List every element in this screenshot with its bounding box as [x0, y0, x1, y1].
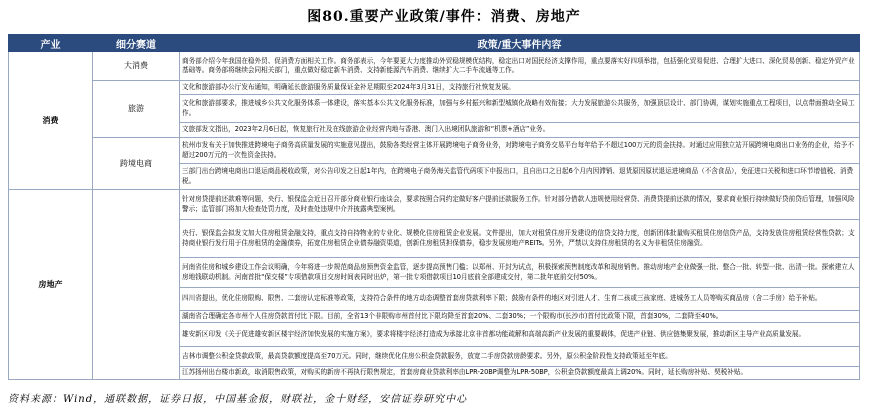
- sector-bulk-consumption: 大消费: [93, 52, 180, 81]
- sector-cross-border-ecommerce: 跨境电商: [93, 138, 180, 190]
- event-text: 雄安新区印发《关于促进雄安新区楼宇经济加快发展的实施方案》，要求将楼宇经济打造成为承接北京非首都功能疏解和高端高新产业发展的重要载体，促进产业链、供应链集聚发展，推动新区主导产业高质量发展。: [180, 323, 860, 347]
- event-text: 杭州市发布关于加快推进跨境电子商务高质量发展的实施意见提出，鼓励各类经营主体开展跨境电子商务业务，对跨境电子商务交易平台每年给予不超过100万元的资金扶持。对通过应用独立站开展跨境电商出口业务的企业，给予不超过200万元的一次性资金扶持。: [180, 138, 860, 164]
- event-text: 文旅部发文指出，2023年2月6日起，恢复旅行社及在线旅游企业经营内地与香港、澳门入出境团队旅游和“机票+酒店”业务。: [180, 123, 860, 138]
- source-note: 资料来源：Wind，通联数据，证券日报，中国基金报，财联社，金十财经，安信证券研究中心: [8, 394, 468, 405]
- table-row: [9, 52, 860, 81]
- figure-title: 图80.重要产业政策/事件：消费、房地产: [307, 9, 581, 25]
- event-text: 江苏扬州出台楼市新政，取消限售政策，对购买的新房不再执行限售规定，首套房商业贷款利率由LPR-20BP调整为LPR-50BP，公积金贷款额度最高上调20%。同时，延长购房补贴、契税补贴。: [180, 367, 860, 380]
- header-events: 政策/重大事件内容: [180, 35, 860, 52]
- event-text: 针对房贷提前还款难等问题，央行、银保监会近日召开部分商业银行座谈会，要求按照合同约定做好客户提前还款服务工作。针对部分借款人违规使用经营贷、消费贷提前还款的情况，要求商业银行持续做好贷前贷后管理，加强风险警示；监管部门将加大检查处罚力度，及时查处违规中介并披露典型案例。: [180, 190, 860, 220]
- sector-realestate-blank: [93, 190, 180, 380]
- industry-consumption: 消费: [9, 52, 93, 190]
- table-row: [9, 81, 860, 95]
- event-text: 商务部介绍今年我国在稳外贸、促消费方面相关工作。商务部表示，今年要更大力度推动外贸稳规模优结构，稳定出口对国民经济支撑作用，重点要落实好四项举措，包括强化贸易促进、合理扩大进口、深化贸易创新、稳定外贸产业基础等。商务部将继续会同相关部门，重点做好稳定新车消费、支持新能源汽车消费、继续扩大二手车流通等工作。: [180, 52, 860, 81]
- event-text: 央行、银保监会拟发文加大住房租赁金融支持，重点支持自持物业的专业化、规模化住房租赁企业发展。文件提出，加大对租赁住房开发建设的信贷支持力度，创新团体批量购买租赁住房信贷产品，支持发放住房租赁经营性贷款；支持商业银行发行用于住房租赁的金融债券，拓宽住房租赁企业债券融资渠道，创新住房租赁担保债券，稳步发展房地产REITs。另外，严禁以支持住房租赁的名义为非租赁住房融资。: [180, 220, 860, 258]
- event-text: 四川省提出，优化住房限购、限售、二套房认定标准等政策，支持符合条件的地方动态调整首套房贷款利率下限；鼓励有条件的地区对引进人才、生育二孩或三孩家庭、进城务工人员等购买商品房（含二手房）给予补贴。: [180, 288, 860, 311]
- header-industry: 产业: [9, 35, 93, 52]
- table-row: [9, 138, 860, 164]
- header-sector: 细分赛道: [93, 35, 180, 52]
- sector-tourism: 旅游: [93, 81, 180, 138]
- industry-realestate: 房地产: [9, 190, 93, 380]
- table-row: [9, 190, 860, 220]
- event-text: 吉林市调整公积金贷款政策，最高贷款额度提高至70万元。同时，继续优化住房公积金贷款服务，放宽二手房贷款房龄要求。另外，原公积金阶段性支持政策延至年底。: [180, 347, 860, 367]
- table-header-row: [9, 35, 860, 52]
- event-text: 文化和旅游部办公厅发布通知，明确延长旅游服务质量保证金补足期限至2024年3月31日，支持旅行社恢复发展。: [180, 81, 860, 95]
- policy-table: [8, 34, 860, 380]
- event-text: 文化和旅游部要求，推进城乡公共文化服务体系一体建设，落实基本公共文化服务标准，加强与乡村振兴和新型城镇化战略有效衔接；大力发展旅游公共服务，加强顶层设计、部门协调，谋划实施重点工程项目，以点带面推动全局工作。: [180, 95, 860, 123]
- event-text: 河南省住房和城乡建设工作会议明确，今年将进一步规范商品房预售资金监管，逐步提高预售门槛；以郑州、开封为试点，积极探索预售制度改革和现房销售。推动房地产企业做强一批、整合一批、转型一批、出清一批。探索建立人房地钱联动机制。河南首批“保交楼”专项借款项目交房时间表同时出炉，第一批专项借款项目10月底前全部建成交付，第二批年底前交付50%。: [180, 258, 860, 288]
- event-text: 湖南省合理确定各市州个人住房贷款首付比下限。目前，全省13个非限购市州首付比下限均降至首套20%、二套30%；一个限购市(长沙市)首付比政策下限，首套30%，二套降至40%。: [180, 311, 860, 323]
- event-text: 三部门出台跨境电商出口退运商品税收政策，对公告印发之日起1年内，在跨境电子商务海关监管代码项下申报出口，且自出口之日起6个月内因滞销、退货原因原状退运进境商品（不含食品），免征进口关税和进口环节增值税、消费税。: [180, 164, 860, 190]
